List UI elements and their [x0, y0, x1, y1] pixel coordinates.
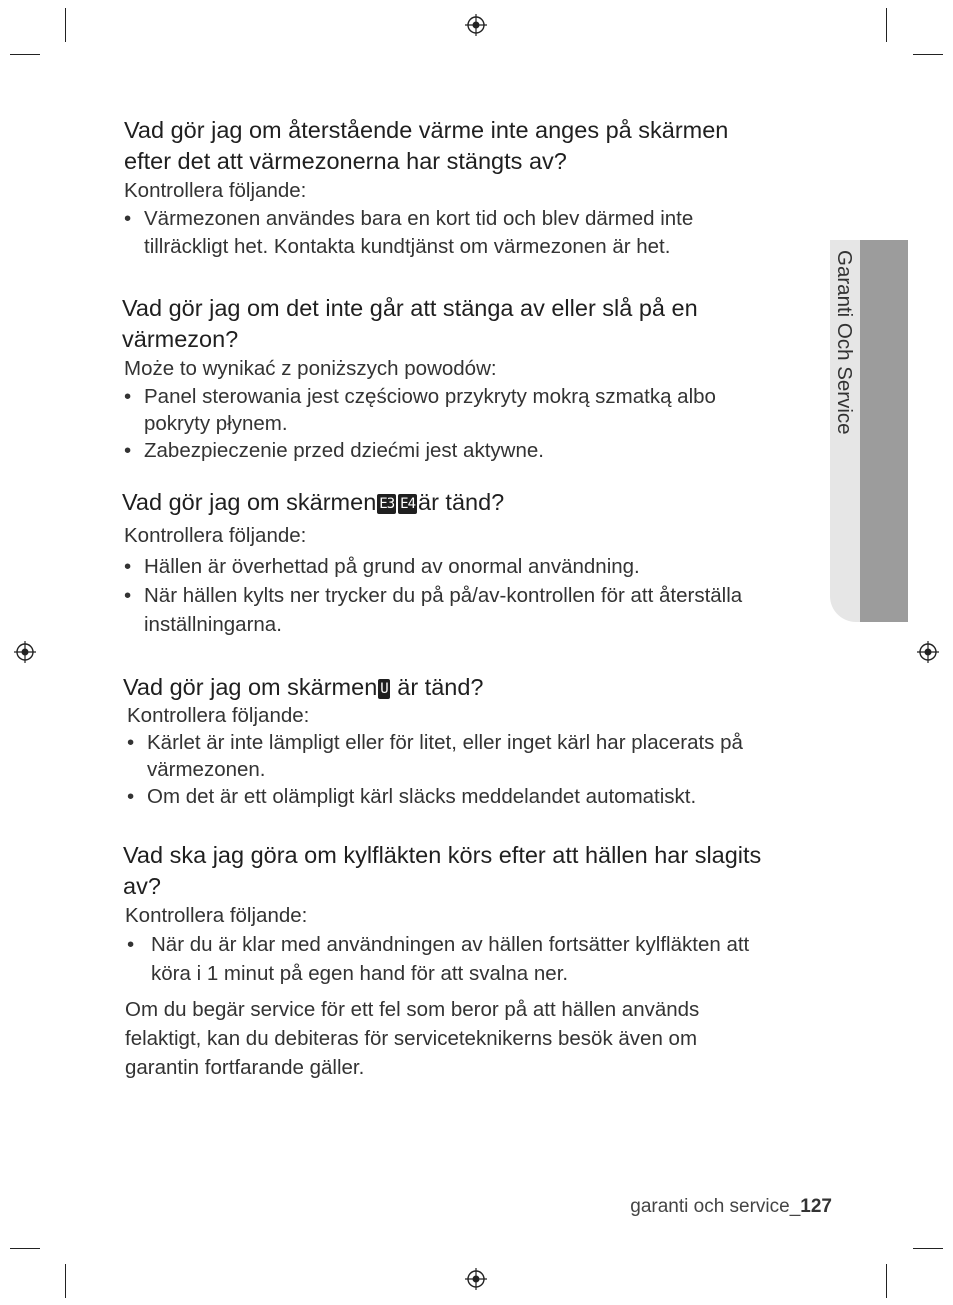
crop-mark — [913, 54, 943, 55]
faq-section — [0, 115, 953, 261]
bullet-item: • När hällen kylts ner trycker du på på/av-kontrollen för att återställa inställningarna. — [124, 584, 743, 636]
crop-mark — [913, 1248, 943, 1249]
page-footer — [630, 1196, 832, 1218]
question-heading: Vad gör jag om skärmen E3 E4 är tänd? — [122, 489, 505, 515]
question-heading: Vad ska jag göra om kylfläkten körs efter att hällen har slagits av? — [123, 842, 762, 899]
intro-text: Kontrollera följande: — [125, 904, 308, 927]
tab-label: Garanti Och Service — [833, 250, 856, 435]
page-number: 127 — [800, 1196, 832, 1217]
closing-paragraph: Om du begär service för ett fel som beror på att hällen används felaktigt, kan du debiteras för serviceteknikerns besök även om garantin fortfarande gäller. — [125, 998, 700, 1079]
faq-section — [0, 293, 952, 464]
footer-label: garanti och service_ — [630, 1196, 801, 1217]
display-code-e3: E3 — [379, 496, 395, 512]
display-code-u: U — [380, 681, 388, 697]
bullet-item: • Om det är ett olämpligt kärl släcks meddelandet automatiskt. — [127, 785, 697, 808]
crop-mark — [886, 8, 887, 42]
bullet-item: • Kärlet är inte lämpligt eller för litet, eller inget kärl har placerats på värmezonen. — [127, 731, 743, 781]
question-heading: Vad gör jag om återstående värme inte anges på skärmen efter det att värmezonerna har stängts av? — [124, 117, 729, 174]
bullet-item: • Hällen är överhettad på grund av onormal användning. — [124, 555, 640, 578]
crop-mark — [886, 1264, 887, 1298]
crop-mark — [65, 8, 66, 42]
intro-text: Może to wynikać z poniższych powodów: — [124, 357, 497, 380]
registration-mark-icon — [917, 641, 939, 663]
crop-mark — [10, 1248, 40, 1249]
display-code-e4: E4 — [400, 496, 415, 512]
bullet-item: • Panel sterowania jest częściowo przykryty mokrą szmatką albo pokryty płynem. — [124, 385, 716, 435]
intro-text: Kontrollera följande: — [124, 524, 307, 547]
bullet-item: • Värmezonen användes bara en kort tid och blev därmed inte tillräckligt het. Kontakta kundtjänst om värmezonen är het. — [124, 207, 694, 258]
intro-text: Kontrollera följande: — [127, 704, 310, 727]
registration-mark-icon — [465, 14, 487, 36]
faq-section — [0, 840, 953, 988]
registration-mark-icon — [14, 641, 36, 663]
intro-text: Kontrollera följande: — [124, 179, 307, 202]
bullet-item: • Zabezpieczenie przed dziećmi jest aktywne. — [124, 439, 544, 462]
faq-section — [0, 672, 953, 810]
question-heading: Vad gör jag om skärmen U är tänd? — [123, 674, 484, 700]
question-heading: Vad gör jag om det inte går att stänga av eller slå på en värmezon? — [122, 295, 698, 352]
registration-mark-icon — [465, 1268, 487, 1290]
faq-section — [0, 487, 952, 639]
bullet-item: • När du är klar med användningen av hällen fortsätter kylfläkten att köra i 1 minut på egen hand för att svalna ner. — [127, 933, 750, 985]
crop-mark — [65, 1264, 66, 1298]
crop-mark — [10, 54, 40, 55]
